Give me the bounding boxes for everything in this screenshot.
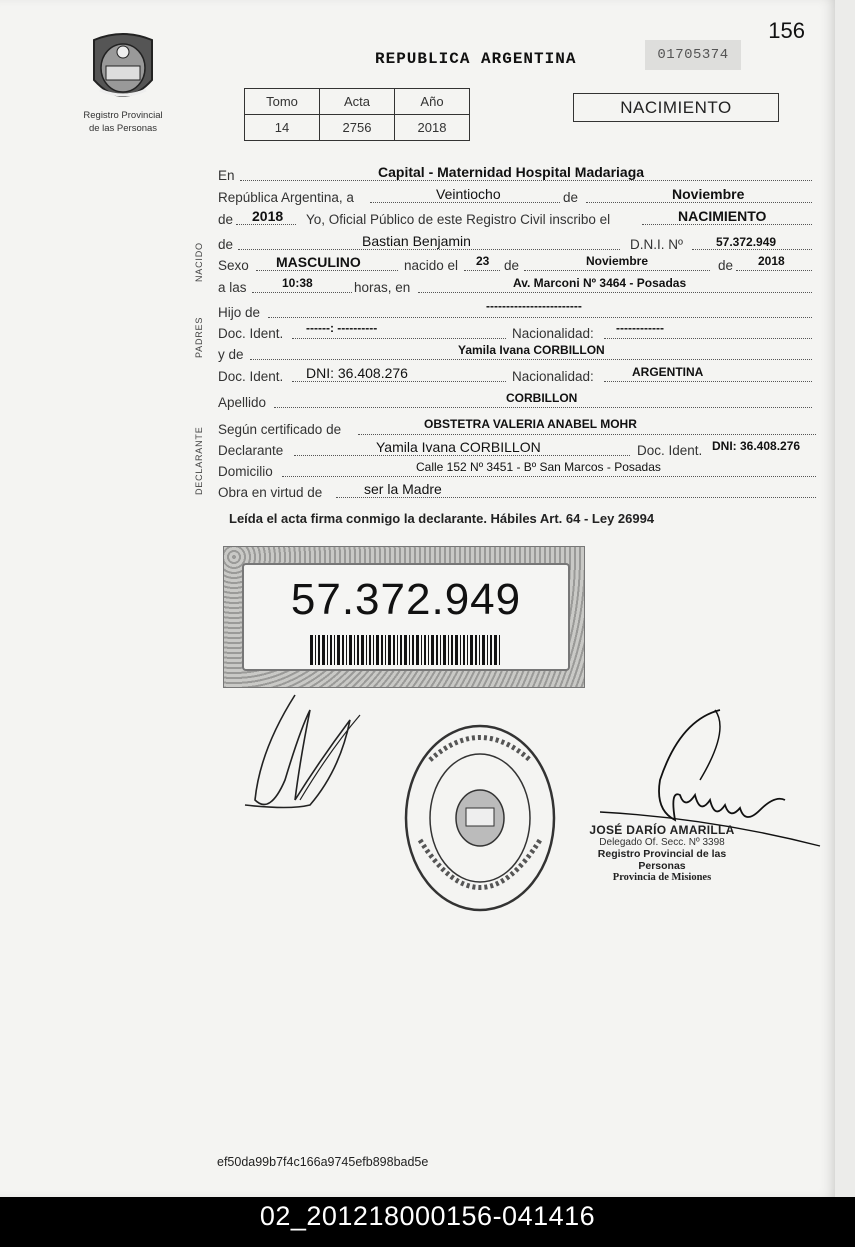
value-hora: 10:38 bbox=[282, 276, 313, 290]
section-label-padres: PADRES bbox=[194, 316, 204, 358]
value-anio-nac: 2018 bbox=[758, 254, 785, 268]
value-sexo: MASCULINO bbox=[276, 254, 361, 270]
value-madre-doc: DNI: 36.408.276 bbox=[306, 365, 408, 381]
label-de-a: de bbox=[504, 258, 520, 273]
label-de-b: de bbox=[718, 258, 734, 273]
label-de-nombre: de bbox=[218, 237, 234, 252]
header-tomo: Tomo bbox=[245, 89, 320, 115]
logo-caption-line2: de las Personas bbox=[88, 123, 158, 134]
official-signature-block bbox=[577, 823, 747, 883]
label-obra: Obra en virtud de bbox=[218, 485, 323, 500]
value-apellido: CORBILLON bbox=[506, 391, 578, 405]
page-number: 156 bbox=[768, 18, 805, 43]
official-province: Provincia de Misiones bbox=[612, 872, 712, 883]
label-doc-ident-3: Doc. Ident. bbox=[637, 443, 703, 458]
value-declarante-doc: DNI: 36.408.276 bbox=[712, 439, 801, 453]
registry-table bbox=[244, 88, 470, 141]
label-yo: Yo, Oficial Público de este Registro Civil inscribo el bbox=[306, 212, 611, 227]
header-acta: Acta bbox=[320, 89, 395, 115]
label-nacionalidad-2: Nacionalidad: bbox=[512, 369, 594, 384]
footer-code: 02_201218000156-041416 bbox=[259, 1201, 596, 1231]
value-nombre: Bastian Benjamin bbox=[362, 233, 471, 249]
serial-number: 01705374 bbox=[645, 40, 741, 70]
value-acto: NACIMIENTO bbox=[678, 208, 767, 224]
label-apellido: Apellido bbox=[218, 395, 267, 410]
label-y-de: y de bbox=[218, 347, 244, 362]
value-padre: ------------------------ bbox=[486, 299, 582, 313]
value-padre-doc: ------: ---------- bbox=[306, 321, 378, 335]
label-a-las: a las bbox=[218, 280, 247, 295]
value-lugar: Capital - Maternidad Hospital Madariaga bbox=[378, 164, 645, 180]
value-certificado: OBSTETRA VALERIA ANABEL MOHR bbox=[424, 417, 637, 431]
label-sexo: Sexo bbox=[218, 258, 249, 273]
label-segun: Según certificado de bbox=[218, 422, 342, 437]
barcode-icon bbox=[310, 635, 502, 665]
label-dni: D.N.I. Nº bbox=[630, 237, 683, 252]
value-padre-nac: ------------ bbox=[616, 321, 664, 335]
province-seal-icon bbox=[86, 30, 160, 108]
closing-statement: Leída el acta firma conmigo la declarante. Hábiles Art. 64 - Ley 26994 bbox=[229, 511, 655, 526]
label-declarante: Declarante bbox=[218, 443, 284, 458]
document-type-box: NACIMIENTO bbox=[573, 93, 779, 122]
value-dni: 57.372.949 bbox=[716, 235, 777, 249]
value-madre-nac: ARGENTINA bbox=[632, 365, 704, 379]
label-domicilio: Domicilio bbox=[218, 464, 273, 479]
value-obra: ser la Madre bbox=[364, 481, 442, 497]
label-horas-en: horas, en bbox=[354, 280, 411, 295]
official-name: JOSÉ DARÍO AMARILLA bbox=[589, 823, 735, 837]
dni-label-inner bbox=[242, 563, 570, 671]
value-domicilio-nac: Av. Marconi Nº 3464 - Posadas bbox=[513, 276, 687, 290]
official-registry: Registro Provincial de las Personas bbox=[597, 848, 727, 872]
label-doc-ident-2: Doc. Ident. bbox=[218, 369, 284, 384]
value-declarante: Yamila Ivana CORBILLON bbox=[376, 439, 541, 455]
value-mes-nac: Noviembre bbox=[586, 254, 649, 268]
label-doc-ident-1: Doc. Ident. bbox=[218, 326, 284, 341]
header-anio: Año bbox=[395, 89, 470, 115]
declarant-signature-icon bbox=[240, 690, 370, 830]
value-tomo: 14 bbox=[245, 115, 320, 141]
label-nacido-el: nacido el bbox=[404, 258, 459, 273]
value-domicilio-decl: Calle 152 Nº 3451 - Bº San Marcos - Posadas bbox=[416, 460, 661, 474]
value-acta: 2756 bbox=[320, 115, 395, 141]
value-dia-texto: Veintiocho bbox=[436, 186, 501, 202]
value-dia-nac: 23 bbox=[476, 254, 490, 268]
label-de-start: de bbox=[218, 212, 234, 227]
value-madre: Yamila Ivana CORBILLON bbox=[458, 343, 605, 357]
label-hijo-de: Hijo de bbox=[218, 305, 261, 320]
dni-barcode-label bbox=[223, 546, 585, 688]
official-role: Delegado Of. Secc. Nº 3398 bbox=[599, 837, 725, 848]
value-mes-texto: Noviembre bbox=[672, 186, 745, 202]
label-nacionalidad-1: Nacionalidad: bbox=[512, 326, 594, 341]
value-anio-acta: 2018 bbox=[252, 208, 284, 224]
section-label-declarante: DECLARANTE bbox=[194, 426, 204, 495]
logo-caption-line1: Registro Provincial bbox=[83, 110, 163, 121]
official-seal-icon bbox=[400, 720, 560, 915]
section-label-nacido: NACIDO bbox=[194, 242, 204, 282]
label-republica: República Argentina, a bbox=[218, 190, 354, 205]
label-de-mid: de bbox=[563, 190, 579, 205]
country-heading: REPUBLICA ARGENTINA bbox=[375, 50, 577, 68]
registry-logo bbox=[78, 30, 168, 134]
label-en: En bbox=[218, 168, 235, 183]
dni-label-number: 57.372.949 bbox=[290, 575, 522, 624]
value-anio: 2018 bbox=[395, 115, 470, 141]
document-hash: ef50da99b7f4c166a9745efb898bad5e bbox=[217, 1155, 429, 1169]
